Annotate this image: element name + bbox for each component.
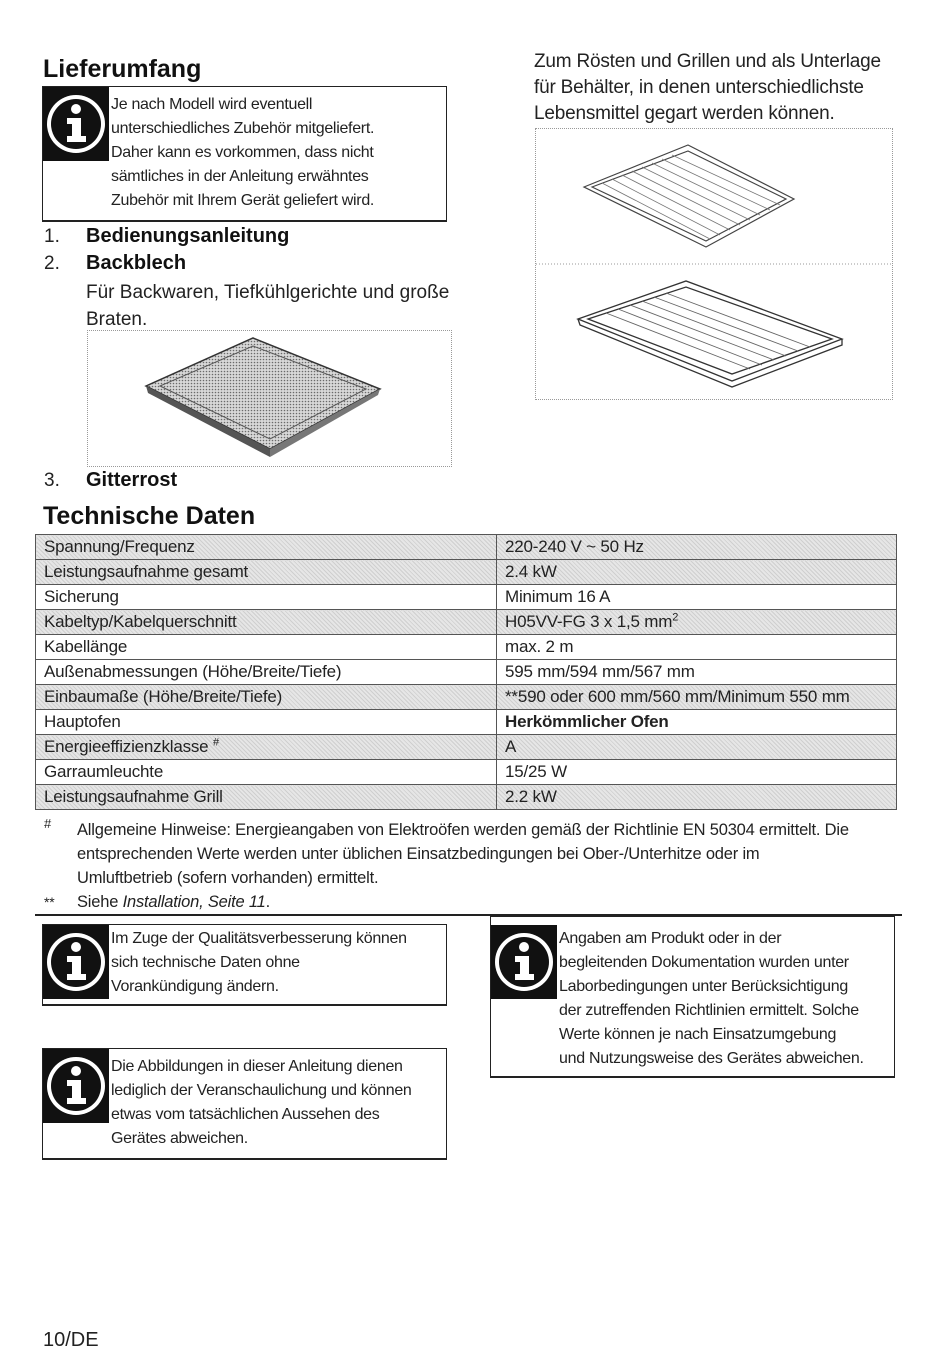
table-row [36,710,897,735]
item-bedienungsanleitung: Bedienungsanleitung [86,225,290,247]
info-text: Je nach Modell wird eventuell unterschiedliches Zubehör mitgeliefert. Daher kann es vorkommen, dass nicht sämtliches in der Anleitung erwähntes Zubehör mit Ihrem Gerät geliefert wird. [111,96,375,209]
info-box-quality [42,924,447,1006]
technical-data-table [35,534,897,810]
item-gitterrost: Gitterrost [86,469,178,491]
footnote-mark: ** [44,894,55,910]
info-icon [491,925,557,999]
table-row [36,785,897,810]
spec-value: 2.2 kW [497,785,897,810]
spec-label: Außenabmessungen (Höhe/Breite/Tiefe) [36,660,497,685]
info-icon [43,925,109,999]
info-text: Angaben am Produkt oder in der begleitenden Dokumentation wurden unter Laborbedingungen unter Berücksichtigung der zutreffenden Richtlinien ermittelt. Solche Werte können je nach Einsatzumgebung und Nutzungsweise des Gerätes abweichen. [559,930,864,1067]
spec-value: **590 oder 600 mm/560 mm/Minimum 550 mm [497,685,897,710]
info-icon [43,87,109,161]
spec-value: H05VV-FG 3 x 1,5 $mm^2$ [497,610,897,635]
spec-label: Energieeffizienzklasse # [36,735,497,760]
list-number: 3. [44,470,60,491]
info-box-lieferumfang [42,86,447,222]
spec-label: Kabellänge [36,635,497,660]
section-title-lieferumfang: Lieferumfang [43,55,202,83]
spec-label: Garraumleuchte [36,760,497,785]
spec-value: 220-240 V ~ 50 Hz [497,535,897,560]
info-icon [43,1049,109,1123]
info-box-lab-conditions [490,916,895,1078]
baking-tray-illustration [88,331,451,466]
info-text: Im Zuge der Qualitätsverbesserung können sich technische Daten ohne Vorankündigung ändern. [111,930,407,995]
spec-value: Minimum 16 A [497,585,897,610]
item-backblech: Backblech [86,252,187,274]
table-row [36,635,897,660]
page-number: 10/DE [43,1329,99,1351]
table-row [36,760,897,785]
table-row [36,560,897,585]
table-row [36,610,897,635]
wire-rack-illustration [536,129,892,399]
figure-backblech [87,330,452,467]
table-row [36,585,897,610]
spec-label: Kabeltyp/Kabelquerschnitt [36,610,497,635]
spec-label: Hauptofen [36,710,497,735]
list-number: 1. [44,226,60,247]
spec-value: Herkömmlicher Ofen [497,710,897,735]
spec-value: max. 2 m [497,635,897,660]
table-row [36,535,897,560]
spec-label: Leistungsaufnahme Grill [36,785,497,810]
spec-label: Leistungsaufnahme gesamt [36,560,497,585]
spec-label: Spannung/Frequenz [36,535,497,560]
figure-gitterrost [535,128,893,400]
spec-label: Sicherung [36,585,497,610]
info-text: Die Abbildungen in dieser Anleitung dienen lediglich der Veranschaulichung und können etwas vom tatsächlichen Aussehen des Gerätes abweichen. [111,1058,412,1147]
footnote-general: Allgemeine Hinweise: Energieangaben von Elektroöfen werden gemäß der Richtlinie EN 50304 ermittelt. Die entsprechenden Werte werden unter üblichen Einsatzbedingungen bei Ober-/Unterhitze oder im Umluftbetrieb (sofern vorhanden) ermittelt. [77,821,849,887]
table-row [36,735,897,760]
spec-value: 595 mm/594 mm/567 mm [497,660,897,685]
footnote-installation: Siehe Installation, Seite 11. [77,893,270,911]
gitterrost-description: Zum Rösten und Grillen und als Unterlage für Behälter, in denen unterschiedlichste Lebensmittel gegart werden können. [534,51,881,124]
installation-reference: Installation, Seite 11 [122,893,266,911]
table-row [36,685,897,710]
table-row [36,660,897,685]
footnote-mark: # [44,816,52,831]
spec-value: A [497,735,897,760]
spec-value: 15/25 W [497,760,897,785]
backblech-description: Für Backwaren, Tiefkühlgerichte und große Braten. [86,282,450,330]
section-title-technische-daten: Technische Daten [43,502,256,530]
spec-label: Einbaumaße (Höhe/Breite/Tiefe) [36,685,497,710]
list-number: 2. [44,253,60,274]
info-box-illustrations [42,1048,447,1160]
spec-value: 2.4 kW [497,560,897,585]
